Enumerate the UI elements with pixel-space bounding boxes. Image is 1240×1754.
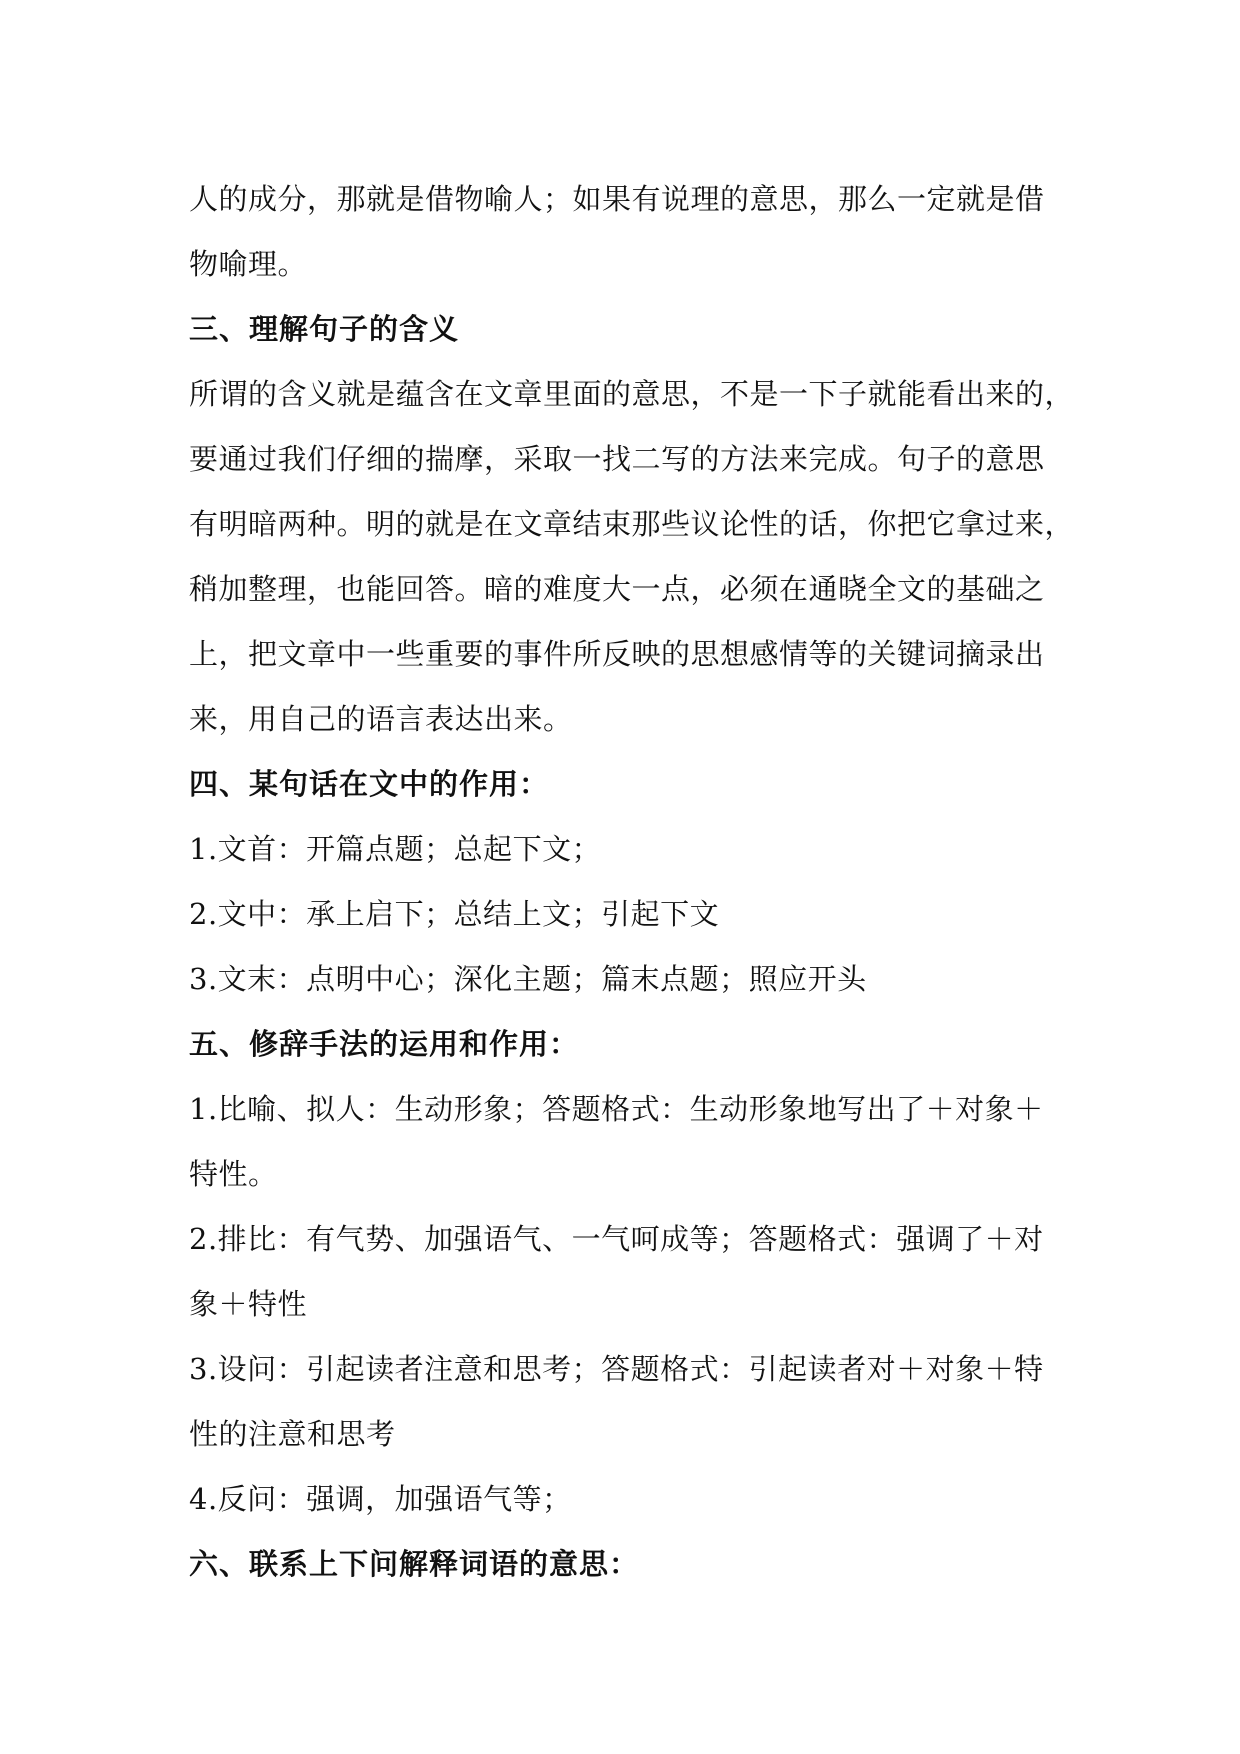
- section-heading: 五、修辞手法的运用和作用：: [189, 1027, 580, 1061]
- list-item: 2.文中：承上启下；总结上文；引起下文: [189, 897, 720, 931]
- list-item: 2.排比：有气势、加强语气、一气呵成等；答题格式：强调了＋对: [189, 1222, 1044, 1256]
- text-line: 要通过我们仔细的揣摩，采取一找二写的方法来完成。句子的意思: [189, 442, 1045, 476]
- section-heading: 四、某句话在文中的作用：: [189, 767, 550, 801]
- text-line: 象＋特性: [189, 1287, 308, 1321]
- list-item: 3.设问：引起读者注意和思考；答题格式：引起读者对＋对象＋特: [189, 1352, 1044, 1386]
- text-line: 来，用自己的语言表达出来。: [189, 702, 573, 736]
- list-item: 1.文首：开篇点题；总起下文；: [189, 832, 602, 866]
- text-line: 性的注意和思考: [189, 1417, 396, 1451]
- list-item: 4.反问：强调，加强语气等；: [189, 1482, 572, 1516]
- text-line: 所谓的含义就是蕴含在文章里面的意思，不是一下子就能看出来的，: [189, 377, 1075, 411]
- text-line: 有明暗两种。明的就是在文章结束那些议论性的话，你把它拿过来，: [189, 507, 1075, 541]
- document-text: [189, 167, 1075, 1597]
- section-heading: 三、理解句子的含义: [189, 312, 460, 346]
- list-item: 1.比喻、拟人：生动形象；答题格式：生动形象地写出了＋对象＋: [189, 1092, 1044, 1126]
- text-line: 上，把文章中一些重要的事件所反映的思想感情等的关键词摘录出: [189, 637, 1045, 671]
- list-item: 3.文末：点明中心；深化主题；篇末点题；照应开头: [189, 962, 867, 996]
- text-line: 物喻理。: [189, 247, 308, 281]
- section-heading: 六、联系上下问解释词语的意思：: [189, 1547, 640, 1581]
- text-line: 稍加整理，也能回答。暗的难度大一点，必须在通晓全文的基础之: [189, 572, 1045, 606]
- text-line: 人的成分，那就是借物喻人；如果有说理的意思，那么一定就是借: [189, 182, 1045, 216]
- text-line: 特性。: [189, 1157, 278, 1191]
